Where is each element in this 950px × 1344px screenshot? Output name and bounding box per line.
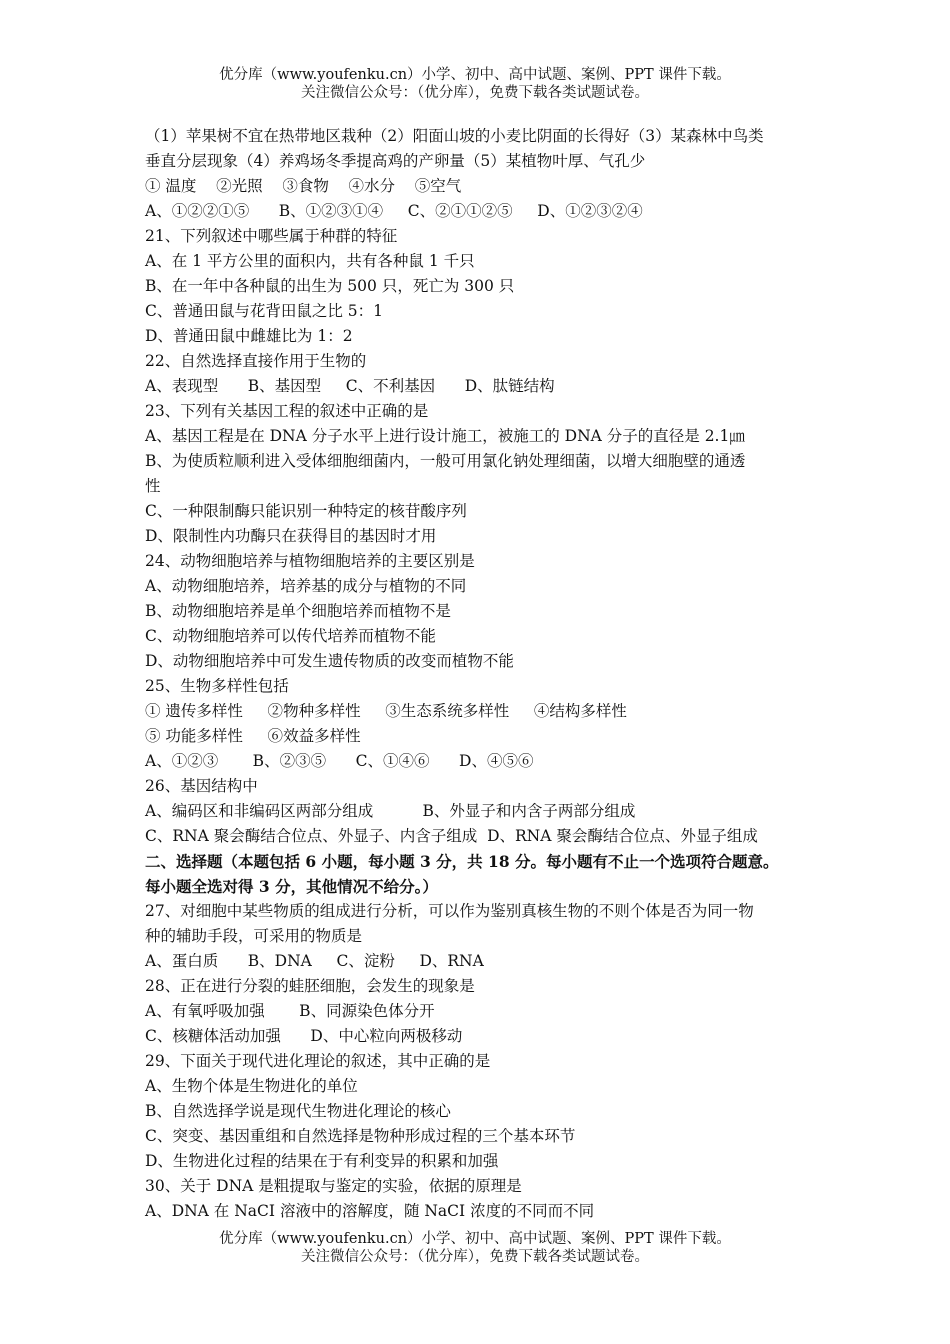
option-line: D、限制性内功酶只在获得目的基因时才用: [145, 527, 437, 545]
option-line: C、RNA 聚会酶结合位点、外显子、内含子组成 D、RNA 聚会酶结合位点、外显子组成: [145, 827, 758, 845]
option-line: B、自然选择学说是现代生物进化理论的核心: [145, 1102, 451, 1120]
header-line-1: 优分库（www.youfenku.cn）小学、初中、高中试题、案例、PPT 课件下载。: [219, 67, 731, 83]
footer-line-2: 关注微信公众号：（优分库），免费下载各类试题试卷。: [301, 1249, 649, 1265]
footer-line-1: 优分库（www.youfenku.cn）小学、初中、高中试题、案例、PPT 课件下载。: [219, 1231, 731, 1247]
option-line: B、在一年中各种鼠的出生为 500 只，死亡为 300 只: [145, 277, 515, 295]
option-line: D、生物进化过程的结果在于有利变异的积累和加强: [145, 1152, 499, 1170]
option-line: A、生物个体是生物进化的单位: [145, 1077, 358, 1095]
section-heading: 二、选择题（本题包括 6 小题，每小题 3 分，共 18 分。每小题有不止一个选项符合题意。: [145, 852, 779, 871]
question-28: 28、正在进行分裂的蛙胚细胞，会发生的现象是: [145, 977, 475, 995]
question-26: 26、基因结构中: [145, 777, 258, 795]
option-line: ① 遗传多样性 ②物种多样性 ③生态系统多样性 ④结构多样性: [145, 702, 627, 720]
page-header: [0, 66, 950, 102]
question-24: 24、动物细胞培养与植物细胞培养的主要区别是: [145, 552, 475, 570]
question-25: 25、生物多样性包括: [145, 677, 289, 695]
text-line: 种的辅助手段，可采用的物质是: [145, 927, 363, 945]
option-line: A、DNA 在 NaCI 溶液中的溶解度，随 NaCI 浓度的不同而不同: [145, 1202, 595, 1220]
option-line: ⑤ 功能多样性 ⑥效益多样性: [145, 727, 361, 745]
text-line: 垂直分层现象（4）养鸡场冬季提高鸡的产卵量（5）某植物叶厚、气孔少: [145, 152, 646, 170]
option-line: B、为使质粒顺利进入受体细胞细菌内，一般可用氯化钠处理细菌，以增大细胞壁的通透: [145, 452, 746, 470]
option-line: A、有氧呼吸加强 B、同源染色体分开: [145, 1002, 435, 1020]
question-27: 27、对细胞中某些物质的组成进行分析，可以作为鉴别真核生物的不则个体是否为同一物: [145, 902, 754, 920]
option-line: A、基因工程是在 DNA 分子水平上进行设计施工，被施工的 DNA 分子的直径是 2.1㎛: [145, 427, 745, 445]
option-line: C、普通田鼠与花背田鼠之比 5：1: [145, 302, 384, 320]
option-line: A、蛋白质 B、DNA C、淀粉 D、RNA: [145, 952, 484, 970]
option-line: A、①②③ B、②③⑤ C、①④⑥ D、④⑤⑥: [145, 752, 534, 770]
option-line: D、动物细胞培养中可发生遗传物质的改变而植物不能: [145, 652, 514, 670]
option-line: D、普通田鼠中雌雄比为 1：2: [145, 327, 353, 345]
question-30: 30、关于 DNA 是粗提取与鉴定的实验，依据的原理是: [145, 1177, 522, 1195]
question-29: 29、下面关于现代进化理论的叙述，其中正确的是: [145, 1052, 491, 1070]
option-line: A、编码区和非编码区两部分组成 B、外显子和内含子两部分组成: [145, 802, 636, 820]
option-line: C、动物细胞培养可以传代培养而植物不能: [145, 627, 436, 645]
header-line-2: 关注微信公众号：（优分库），免费下载各类试题试卷。: [301, 85, 649, 101]
option-line: A、动物细胞培养，培养基的成分与植物的不同: [145, 577, 467, 595]
option-line: C、一种限制酶只能识别一种特定的核苷酸序列: [145, 502, 467, 520]
option-line: C、突变、基因重组和自然选择是物种形成过程的三个基本环节: [145, 1127, 576, 1145]
option-line: A、在 1 平方公里的面积内，共有各种鼠 1 千只: [145, 252, 475, 270]
question-22: 22、自然选择直接作用于生物的: [145, 352, 367, 370]
option-line: B、动物细胞培养是单个细胞培养而植物不是: [145, 602, 451, 620]
text-line: ① 温度 ②光照 ③食物 ④水分 ⑤空气: [145, 177, 462, 195]
section-heading: 每小题全选对得 3 分，其他情况不给分。）: [145, 877, 438, 896]
option-line: A、表现型 B、基因型 C、不利基因 D、肽链结构: [145, 377, 555, 395]
document-body: [145, 124, 810, 1224]
question-23: 23、下列有关基因工程的叙述中正确的是: [145, 402, 429, 420]
text-line: A、①②②①⑤ B、①②③①④ C、②①①②⑤ D、①②③②④: [145, 202, 643, 220]
page-footer: [0, 1230, 950, 1266]
text-line: （1）苹果树不宜在热带地区栽种（2）阳面山坡的小麦比阴面的长得好（3）某森林中鸟类: [145, 127, 764, 145]
option-line: 性: [145, 477, 161, 495]
question-21: 21、下列叙述中哪些属于种群的特征: [145, 227, 398, 245]
option-line: C、核糖体活动加强 D、中心粒向两极移动: [145, 1027, 463, 1045]
